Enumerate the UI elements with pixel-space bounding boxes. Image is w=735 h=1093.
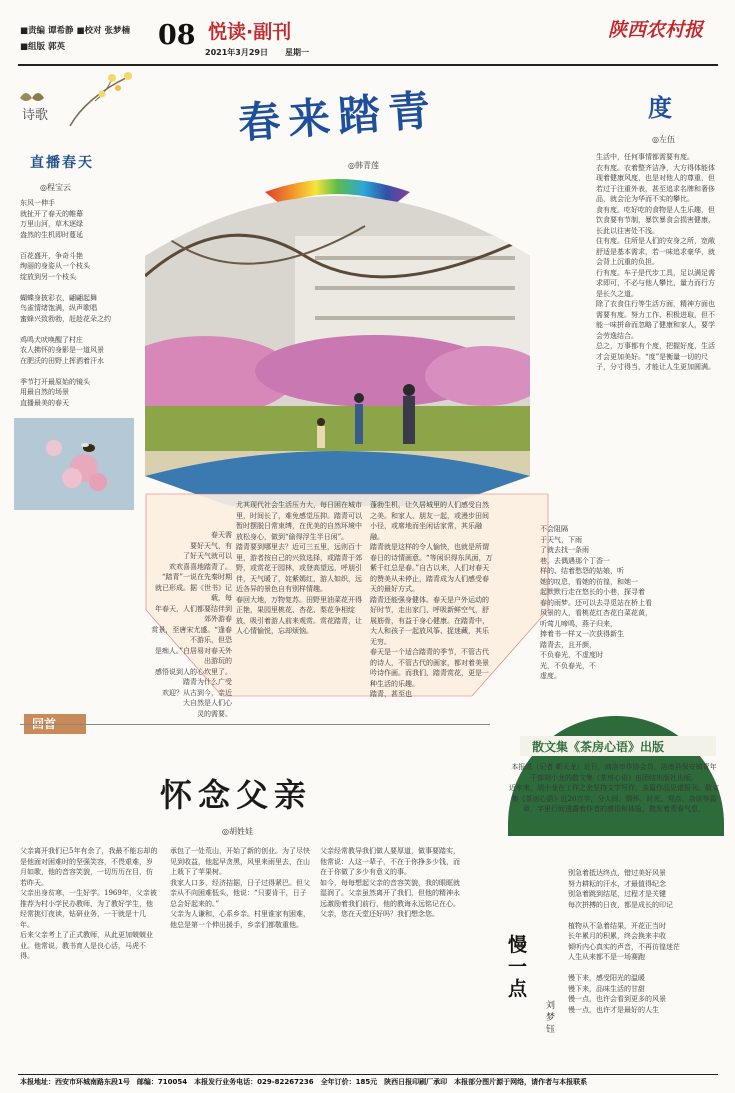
feature-col-1: 春天需 要好天气，有 了好天气就可以 欢欢喜喜地踏青了。 “踏青”一说在先秦时期 就已形成。据《世书》记载，每 年春天，人们都要结伴到郊外游春 赏景，至唐宋尤盛。“逢春不游乐，但恐 是痴人。”白居易对春天外出游玩的 感悟说到人的心坎里了。 踏青为什么广受 欢迎？从古到今，亲近 大自然是人们心 灵的需要。 (151, 531, 232, 718)
news-title: 散文集《茶房心语》出版 (532, 740, 665, 754)
poem2-title: 慢一点 (508, 934, 528, 1000)
feature-author: ◎韩青莲 (348, 161, 379, 170)
essay-du-title: 度 (648, 93, 672, 122)
page-number: 08 (158, 20, 196, 51)
essay-du-author: ◎左伍 (652, 135, 675, 144)
poem-author: ◎程宝云 (40, 183, 71, 192)
header (0, 0, 735, 66)
bee-flower-photo (14, 418, 134, 510)
feature-col-3: 蓬勃生机，让久居城里的人们感受自然之美。和家人、朋友一起，或漫步田间小径，或席地而坐闲话家常，其乐融融。 踏青就是这样的令人愉快，也就是所谓春日的诗情画意。“等闲识得东风面，万紫千红总是春。”自古以来，人们对春天的赞美从未停止，踏青成为人们感受春天的最好方式。 踏青还能强身健体。春天是户外运动的好时节，走出家门，呼吸新鲜空气，舒展筋骨，有益于身心健康。在踏青中，大人和孩子一起放风筝、捉迷藏，其乐无穷。 春天是一个适合踏青的季节，不管古代的诗人，不管古代的画家，都对着美景吟诗作画。而我们，踏青赏花，更是一种生活的乐趣。 踏青，甚至也 (370, 501, 493, 698)
feature-col-4: 不会阻隔 于天气，下雨 了就去找一条雨 巷，去偶遇那个丁香一 样的、结着愁怨的姑娘，听 她的叹息，看她的彷徨，和她一 起默默行走在悠长的小巷，探寻着 春的雨梦。还可以去寻觅站在桥上看 风景的人，看桃花红杏花白菜花黄， 听莺儿啼鸣，燕子归来， 捧着书一样又一次获得新生 踏青去，且开颜， 不负春光，不虚度时 光，不负春光，不 虚度。 (540, 525, 652, 680)
essay-du-body: 生活中，任何事情都需要有度。 衣有度。衣着整齐洁净，大方得体能体现着健康风度，也是对他人的尊重，但若过于注重外表，甚至追求名牌和奢侈品，就会沦为华而不实的攀比。 食有度。吃好吃的食物是人生乐趣，但饮食要有节制，暴饮暴食会损害健康，长此以往害处不浅。 住有度。住所是人们的安身之所，宽敞舒适是基本需求，若一味追求豪华，就会背上沉重的负担。 行有度。车子是代步工具，足以满足需求即可，不必与他人攀比，量力而行方是长久之道。 除了衣食住行等生活方面，精神方面也需要有度。努力工作、积极进取，但不能一味拼命而忽略了健康和家人，要学会劳逸结合。 总之，万事都有个度，把握好度，生活才会更加美好。“度”是衡量一切的尺子，分寸得当，才能让人生更加圆满。 (596, 153, 715, 371)
poem-title: 直播春天 (30, 155, 94, 171)
poem-section-tag: 诗歌 (22, 108, 49, 123)
feature-col-2: 尤其现代社会生活压力大，每日困在城市里，时间长了，难免感觉压抑。踏青可以暂时摆脱日常束缚，在优美的自然环境中放松身心，做到“偷得浮生半日闲”。 踏青要到哪里去？近可三五里，远则百十里，游者按自己的兴致选择，或踏青于郊野，或赏花于园林，或登高望远，呼朋引伴，天气暖了，姹紫嫣红，游人如织，远近各异的景色自有别样情趣。 春回大地，万物复苏。田野里油菜花开得正艳，果园里桃花、杏花、梨花争相绽放，吸引着游人前来观赏。赏花踏青，让人心情愉悦，忘却烦恼。 (236, 501, 362, 635)
issue-weekday: 星期一 (285, 48, 309, 57)
memoir-title: 怀念父亲 (160, 776, 313, 814)
section-title: 悦读·副刊 (208, 21, 292, 43)
poem2-author: 刘梦钰 (546, 1001, 556, 1035)
poem-body: 东风一伸手 就扯开了春天的帷幕 万里山河，草木逐绿 盎然的生机即时蔓延 百花盛开，争奇斗艳 绚丽的身姿从一个枝头 绽放到另一个枝头 蝴蝶身披彩衣，翩翩起舞 鸟雀情绪饱满，纵声歌唱 蜜蜂兴致勃勃，赶趁花朵之约 鸡鸣犬吠唤醒了村庄 农人拂怀的身影是一道风景 在肥沃的田野上挥洒着汗水 季节打开最原始的镜头 用最自然的场景 直播最美的春天 (20, 199, 111, 407)
memoir-section-tag: 回首 (32, 717, 57, 731)
staff-line-1: ■责编 谭希静 ■校对 张梦楠 (20, 26, 130, 36)
poem2-body: 别急着抵达终点，错过美好风景 努力耕耘的汗水，才最值得纪念 别急着跳到结尾，过程才是关键 每次拼搏的日夜，都是成长的印记 植物从不急着结果，开花正当时 长年累月的积累，终会换来丰收 倾听内心真实的声音，不再彷徨迷茫 人生从来都不是一场赛跑 慢下来，感受阳光的温暖 慢下来，品味生活的甘甜 慢一点，也许会看到更多的风景 慢一点，也许才是最好的人生 (568, 869, 680, 1014)
masthead: 陕西农村报 (608, 19, 704, 41)
news-body: 本报讯（记者 靳天龙）近日，商洛市作协会员、洛南县保安镇青年干部胡小龙的散文集《茶房心语》由团结出版社出版。 近年来，胡小龙在工作之余坚持文学写作，多篇作品见诸报刊。散文集《茶房心语》近20万字，分人间、情怀、时光、观点、杂谈等篇章，字里行间透露着作者的感悟和体验，散发着青春气息。 (509, 763, 719, 813)
issue-date: 2021年3月29日 (205, 48, 268, 57)
spring-park-photo (145, 176, 530, 506)
feature-title: 春来踏青 (236, 85, 440, 148)
memoir-col-1: 父亲离开我们已5年有余了，我最不能忘却的是他面对困难时的坚强笑容，不畏艰难，岁月如歌，他的音容笑貌，一切历历在目，仿若昨天。 父亲出身贫寒，一生好学。1969年，父亲被推荐为村小学民办教师，为了教好学生，他经常挑灯夜读，钻研业务，一干就是十几年。 后来父亲考上了正式教师，从此更加兢兢业业。他常说，教书育人是良心活，马虎不得。 (20, 847, 158, 960)
memoir-col-3: 父亲经常教导我们做人要厚道，做事要踏实，他常说：人这一辈子，不在于你挣多少钱，而在于你做了多少有意义的事。 如今，每每想起父亲的音容笑貌，我的眼眶就湿润了。父亲虽然离开了我们，但他的精神永远激励着我们前行，他的教诲永远铭记在心。 父亲，您在天堂还好吗？我们想念您。 (320, 847, 460, 918)
footer-text: 本报地址：西安市环城南路东段1号 邮编：710054 本报发行业务电话：029-82267236 全年订价：185元 陕西日报印刷厂承印 本报部分图片源于网络，请作者与本报联系 (20, 1078, 588, 1086)
staff-line-2: ■组版 郭英 (20, 42, 65, 52)
memoir-author: ◎胡姓娃 (222, 827, 253, 836)
memoir-col-2: 承包了一处荒山，开始了新的创业。为了尽快见到收益，他起早贪黑，风里来雨里去，在山上栽下了苹果树。 我家人口多，经济拮据，日子过得紧巴。但父亲从不向困难低头，他说：“只要肯干，日子总会好起来的。” 父亲为人谦和，心系乡亲。村里谁家有困难，他总是第一个伸出援手，乡亲们都敬重他。 (170, 847, 310, 929)
